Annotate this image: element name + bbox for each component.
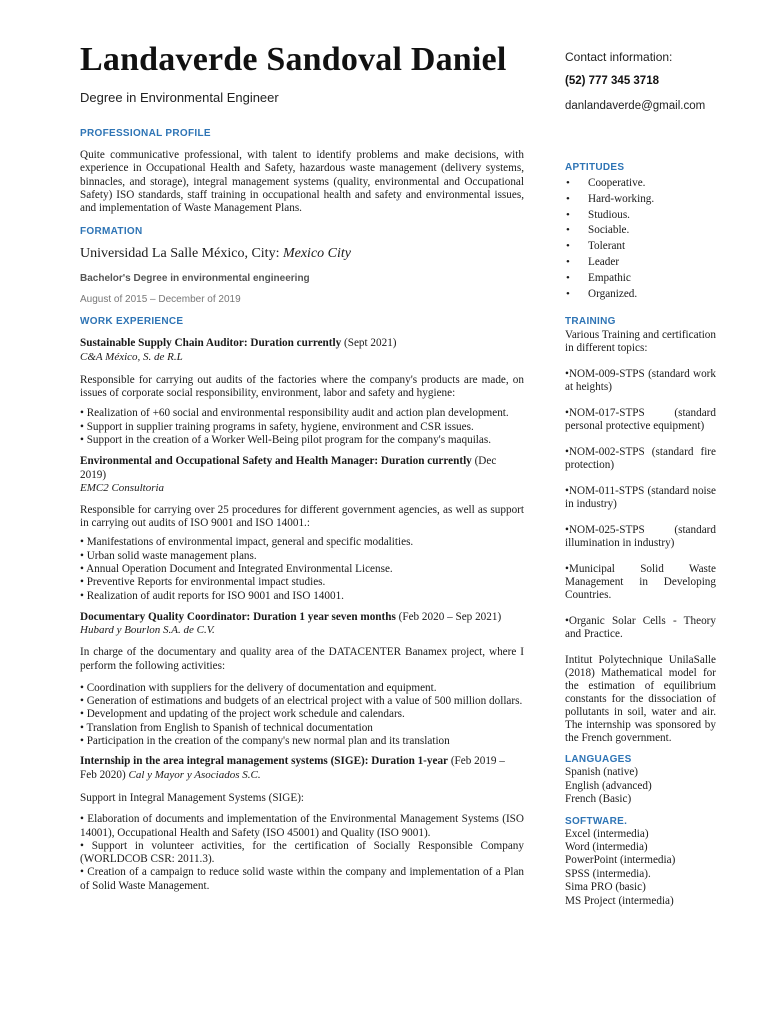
university-line bbox=[80, 246, 524, 262]
job-period: (Dec 2019) bbox=[80, 455, 497, 481]
software-list bbox=[565, 828, 716, 908]
job-bullet: • Support in supplier training programs in safety, hygiene, environment and CSR issues. bbox=[80, 420, 474, 433]
bullet: • bbox=[566, 271, 570, 284]
language-item: Spanish (native) bbox=[565, 766, 639, 779]
aptitude-item bbox=[565, 287, 716, 303]
job-description: In charge of the documentary and quality area of the DATACENTER Banamex project, where I perform the following activities: bbox=[80, 646, 524, 672]
job-bullet: • Annual Operation Document and Integrated Environmental License. bbox=[80, 563, 393, 576]
job-company: Hubard y Bourlon S.A. de C.V. bbox=[80, 624, 215, 637]
aptitudes-heading: APTITUDES bbox=[565, 162, 625, 173]
aptitude-label: Empathic bbox=[588, 271, 631, 284]
training-item: •Municipal Solid Waste Management in Developing Countries. bbox=[565, 563, 716, 602]
job-title-line bbox=[80, 337, 524, 350]
training-intro: Various Training and certification in different topics: bbox=[565, 329, 716, 355]
job-entry bbox=[80, 611, 524, 748]
university-city: Mexico City bbox=[282, 246, 351, 262]
job-company: EMC2 Consultoria bbox=[80, 481, 165, 494]
job-description: Responsible for carrying over 25 procedures for different government agencies, as well as support in carrying out audits of ISO 9001 and ISO 14001.: bbox=[80, 503, 524, 530]
aptitude-label: Tolerant bbox=[588, 240, 626, 253]
job-bullet: • Coordination with suppliers for the delivery of documentation and equipment. bbox=[80, 681, 437, 694]
training-internship: Intitut Polytechnique UnilaSalle (2018) Mathematical model for the estimation of equilibrium constants for the dissociation of pollutants in soil, water and air. The internship was sponsored by the French government. bbox=[565, 654, 716, 745]
aptitude-item bbox=[565, 223, 716, 239]
job-bullet: • Support in volunteer activities, for the certification of Socially Responsible Company (WORLDCOB CSR: 2011.3). bbox=[80, 839, 524, 866]
software-item: Word (intermedia) bbox=[565, 841, 648, 853]
job-title: Environmental and Occupational Safety and Health Manager: Duration currently bbox=[80, 455, 472, 468]
profile-heading: PROFESSIONAL PROFILE bbox=[80, 128, 211, 139]
aptitudes-list bbox=[565, 176, 716, 302]
job-bullets bbox=[80, 813, 524, 893]
job-company: C&A México, S. de R.L bbox=[80, 350, 183, 363]
profile-text: Quite communicative professional, with talent to identify problems and make decisions, with experience in Occupational Health and Safety, hazardous waste management (delivery systems, binnacles, and storage), integral management systems (quality, environmental and Occupational Safety) ISO standards, staff training in occupational health and safety and environmental issues, and implementation of Waste Management Plans. bbox=[80, 149, 524, 215]
training-item: •NOM-002-STPS (standard fire protection) bbox=[565, 446, 716, 472]
software-item: PowerPoint (intermedia) bbox=[565, 854, 676, 867]
work-heading: WORK EXPERIENCE bbox=[80, 316, 184, 328]
bullet: • bbox=[566, 208, 570, 221]
bullet: • bbox=[566, 224, 570, 237]
aptitude-item bbox=[565, 176, 716, 192]
job-bullet: • Urban solid waste management plans. bbox=[80, 549, 257, 562]
job-description: Support in Integral Management Systems (SIGE): bbox=[80, 791, 305, 804]
candidate-name: Landaverde Sandoval Daniel bbox=[80, 41, 507, 78]
aptitude-label: Organized. bbox=[588, 287, 638, 300]
software-item: SPSS (intermedia). bbox=[565, 867, 651, 880]
bullet: • bbox=[566, 192, 570, 205]
aptitude-label: Cooperative. bbox=[588, 177, 646, 189]
job-entry bbox=[80, 455, 524, 603]
aptitude-label: Hard-working. bbox=[588, 192, 655, 205]
bullet: • bbox=[566, 240, 570, 253]
job-title-line bbox=[80, 755, 524, 782]
job-bullet: • Elaboration of documents and implementation of the Environmental Management Systems (ISO 14001), Occupational Health and Safety (ISO 45001) and Quality (ISO 9001). bbox=[80, 813, 524, 839]
aptitude-item bbox=[565, 192, 716, 208]
job-bullet: • Realization of +60 social and environmental responsibility audit and action plan development. bbox=[80, 407, 509, 420]
degree-dates: August of 2015 – December of 2019 bbox=[80, 294, 241, 306]
bullet: • bbox=[566, 255, 570, 268]
training-item: •NOM-025-STPS (standard illumination in industry) bbox=[565, 524, 716, 550]
aptitude-label: Leader bbox=[588, 255, 620, 268]
job-title: Sustainable Supply Chain Auditor: Duration currently bbox=[80, 337, 342, 350]
job-bullet: • Participation in the creation of the company's new normal plan and its translation bbox=[80, 735, 450, 748]
language-item: French (Basic) bbox=[565, 793, 632, 806]
job-bullets bbox=[80, 407, 524, 447]
job-title-line bbox=[80, 611, 524, 624]
training-item: •NOM-017-STPS (standard personal protective equipment) bbox=[565, 407, 716, 433]
job-bullets bbox=[80, 682, 524, 748]
job-entry bbox=[80, 755, 524, 893]
languages-heading: LANGUAGES bbox=[565, 754, 632, 766]
job-title-line bbox=[80, 455, 524, 482]
university-name: Universidad La Salle México, bbox=[80, 246, 248, 262]
job-bullet: • Preventive Reports for environmental impact studies. bbox=[80, 576, 326, 589]
software-item: Sima PRO (basic) bbox=[565, 881, 646, 894]
job-period: (Sept 2021) bbox=[341, 337, 397, 350]
languages-list bbox=[565, 766, 716, 806]
training-item: •NOM-011-STPS (standard noise in industry) bbox=[565, 485, 716, 511]
contact-label: Contact information: bbox=[565, 50, 673, 64]
software-item: Excel (intermedia) bbox=[565, 827, 649, 840]
contact-phone: (52) 777 345 3718 bbox=[565, 75, 659, 87]
side-column bbox=[565, 50, 716, 908]
job-bullet: • Development and updating of the project work schedule and calendars. bbox=[80, 708, 405, 721]
job-period: (Feb 2019 – Feb 2020) bbox=[80, 755, 505, 781]
job-period: (Feb 2020 – Sep 2021) bbox=[395, 610, 502, 623]
job-bullet: • Realization of audit reports for ISO 9001 and ISO 14001. bbox=[80, 589, 344, 602]
aptitude-label: Sociable. bbox=[588, 224, 630, 237]
software-item: MS Project (intermedia) bbox=[565, 894, 674, 907]
job-bullet: • Generation of estimations and budgets of an electrical project with a value of 500 million dollars. bbox=[80, 695, 523, 708]
job-bullet: • Support in the creation of a Worker Well-Being pilot program for the company's maquilas. bbox=[80, 433, 492, 446]
aptitude-label: Studious. bbox=[588, 208, 630, 221]
city-label: City: bbox=[247, 246, 283, 262]
degree-title: Bachelor's Degree in environmental engineering bbox=[80, 273, 310, 285]
software-heading: SOFTWARE. bbox=[565, 815, 628, 827]
aptitude-item bbox=[565, 271, 716, 287]
job-entry bbox=[80, 337, 524, 447]
formation-heading: FORMATION bbox=[80, 226, 143, 238]
aptitude-item bbox=[565, 255, 716, 271]
main-column bbox=[80, 38, 524, 893]
training-heading: TRAINING bbox=[565, 316, 616, 328]
bullet: • bbox=[566, 177, 570, 189]
training-item: •Organic Solar Cells - Theory and Practice. bbox=[565, 615, 716, 641]
job-bullet: • Translation from English to Spanish of technical documentation bbox=[80, 721, 373, 734]
job-bullets bbox=[80, 536, 524, 602]
job-bullet: • Creation of a campaign to reduce solid waste within the company and implementation of a Plan of Solid Waste Management. bbox=[80, 866, 524, 892]
candidate-subtitle: Degree in Environmental Engineer bbox=[80, 90, 279, 105]
job-title: Documentary Quality Coordinator: Duration 1 year seven months bbox=[80, 610, 396, 623]
job-bullet: • Manifestations of environmental impact, general and specific modalities. bbox=[80, 536, 414, 549]
training-item: •NOM-009-STPS (standard work at heights) bbox=[565, 368, 716, 394]
bullet: • bbox=[566, 287, 570, 300]
aptitude-item bbox=[565, 239, 716, 255]
aptitude-item bbox=[565, 208, 716, 224]
job-company: Cal y Mayor y Asociados S.C. bbox=[128, 768, 261, 781]
job-description: Responsible for carrying out audits of the factories where the company's products are made, on issues of corporate social responsibility, environment, labor and safety and hygiene: bbox=[80, 373, 524, 400]
job-title: Internship in the area integral management systems (SIGE): Duration 1-year bbox=[80, 755, 449, 768]
contact-email: danlandaverde@gmail.com bbox=[565, 100, 706, 112]
language-item: English (advanced) bbox=[565, 779, 652, 792]
